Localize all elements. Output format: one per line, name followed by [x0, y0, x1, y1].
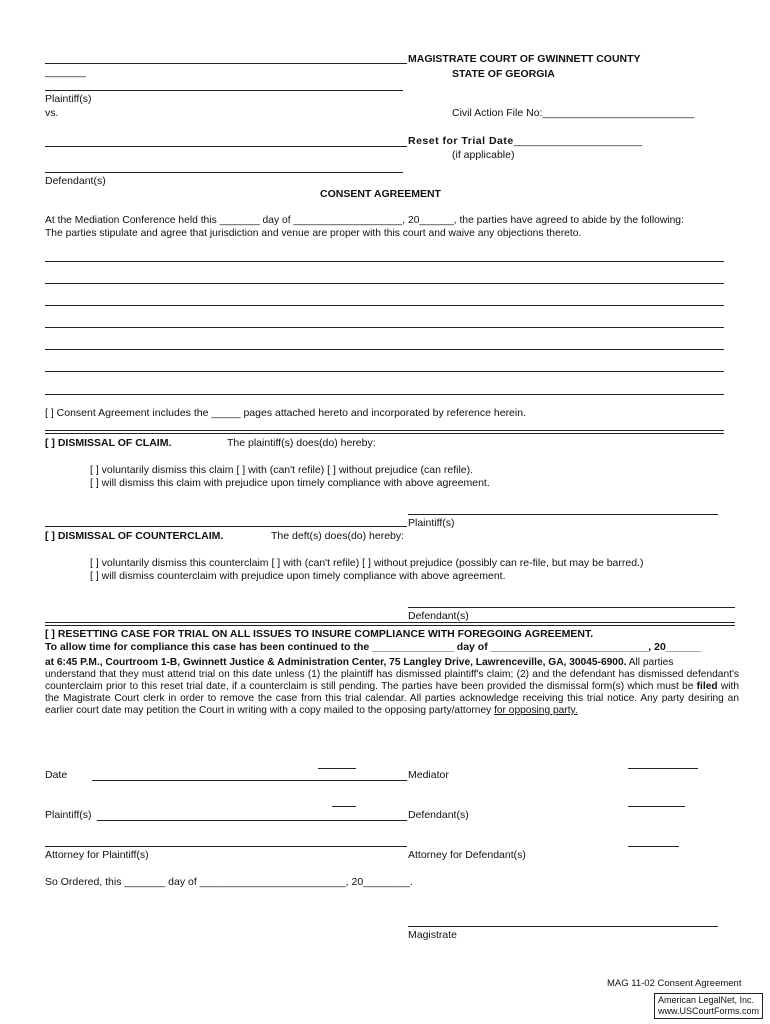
publisher-name: American LegalNet, Inc. — [658, 995, 755, 1005]
trial-notice-paragraph — [45, 669, 739, 717]
plaintiff-signature-line[interactable] — [408, 514, 718, 515]
plaintiff-line[interactable] — [45, 90, 403, 91]
vs-label: vs. — [45, 107, 59, 119]
civil-action-field[interactable]: Civil Action File No:__________________________ — [452, 107, 695, 119]
trial-location: at 6:45 P.M., Courtroom 1-B, Gwinnett Justice & Administration Center, 75 Langley Drive, Lawrenceville, GA, 30045-6900. — [45, 657, 627, 668]
dismissal-counterclaim-checkbox[interactable]: [ ] DISMISSAL OF COUNTERCLAIM. — [45, 530, 224, 542]
attorney-sign-line[interactable] — [45, 846, 407, 847]
magistrate-sign-line[interactable] — [408, 926, 718, 927]
defendant-line[interactable] — [45, 172, 403, 173]
reset-for-trial-blank: ______________________ — [513, 135, 643, 147]
intro-line-2: The parties stipulate and agree that jurisdiction and venue are proper with this court and waive any objections thereto. — [45, 228, 582, 239]
state-name: STATE OF GEORGIA — [452, 68, 555, 80]
terms-line-6[interactable] — [45, 371, 724, 372]
terms-line-3[interactable] — [45, 305, 724, 306]
mediator-top-line-a — [318, 768, 356, 769]
date-mediator-line[interactable] — [92, 780, 407, 781]
form-id: MAG 11-02 Consent Agreement — [607, 978, 742, 989]
plaintiff-top-line-a — [332, 806, 356, 807]
resetting-checkbox[interactable]: [ ] RESETTING CASE FOR TRIAL ON ALL ISSUES TO INSURE COMPLIANCE WITH FOREGOING AGREEMENT. — [45, 628, 594, 640]
dismissal-claim-text: The plaintiff(s) does(do) hereby: — [227, 437, 376, 449]
court-name: MAGISTRATE COURT OF GWINNETT COUNTY — [408, 53, 641, 65]
terms-line-5[interactable] — [45, 349, 724, 350]
trial-location-line — [45, 657, 673, 668]
attorney-plaintiff-label: Attorney for Plaintiff(s) — [45, 849, 149, 861]
terms-line-1[interactable] — [45, 261, 724, 262]
terms-line-4[interactable] — [45, 327, 724, 328]
terms-line-2[interactable] — [45, 283, 724, 284]
plaintiff-label: Plaintiff(s) — [45, 93, 92, 105]
dismissal-counterclaim-text: The deft(s) does(do) hereby: — [271, 530, 405, 542]
pages-attached-checkbox[interactable]: [ ] Consent Agreement includes the _____ pages attached hereto and incorporated by reference herein. — [45, 407, 526, 419]
defendant-label: Defendant(s) — [45, 175, 106, 187]
dismissal-claim-option-2[interactable]: [ ] will dismiss this claim with prejudice upon timely compliance with above agreement. — [90, 477, 490, 489]
mediator-top-line-b — [628, 768, 698, 769]
section-divider-reset — [45, 622, 735, 626]
defendant-signer-label: Defendant(s) — [408, 610, 469, 622]
filed-emphasis: filed — [696, 681, 718, 692]
defendant-sign-label: Defendant(s) — [408, 809, 469, 821]
magistrate-label: Magistrate — [408, 929, 458, 941]
if-applicable-note: (if applicable) — [452, 149, 515, 161]
attorney-defendant-label: Attorney for Defendant(s) — [408, 849, 526, 861]
section-divider-claim — [45, 430, 724, 434]
trial-location-rest: All parties — [626, 657, 674, 668]
defendant-signature-line[interactable] — [408, 607, 735, 608]
short-blank-text: _______ — [45, 66, 86, 78]
reset-for-trial-field[interactable] — [408, 135, 642, 147]
continued-to-field[interactable]: To allow time for compliance this case has been continued to the ______________ day of ___________________________, 20______ — [45, 641, 701, 653]
short-blank — [45, 66, 86, 78]
plaintiff-sign-label: Plaintiff(s) — [45, 809, 92, 821]
plaintiff-signer-label: Plaintiff(s) — [408, 517, 455, 529]
dismissal-claim-option-1[interactable]: [ ] voluntarily dismiss this claim [ ] with (can't refile) [ ] without prejudice (can refile). — [90, 464, 474, 476]
plaintiff-name-line[interactable] — [45, 63, 407, 64]
plaintiff-sign-line[interactable] — [97, 820, 407, 821]
trial-notice-text-c: for opposing party. — [494, 705, 578, 716]
trial-notice-text-a: understand that they must attend trial on this date unless (1) the plaintiff has dismissed plaintiff's claim; (2) and the defendant has dismissed defendant's counterclaim prior to this reset trial date, if a counterclaim is still pending. The parties have been provided the dismissal form(s) which must be — [45, 669, 739, 692]
defendant-name-line[interactable] — [45, 146, 407, 147]
dismissal-counterclaim-option-2[interactable]: [ ] will dismiss counterclaim with prejudice upon timely compliance with above agreement. — [90, 570, 506, 582]
publisher-box — [654, 993, 763, 1019]
trial-notice-text-b: with the Magistrate Court clerk in order to remove the case from this trial calendar. All parties acknowledge receiving this trial notice. Any party desiring an earlier court date may petition the Court in writing with a copy mailed to the opposing party/attorney — [45, 681, 739, 716]
dismissal-counterclaim-option-1[interactable]: [ ] voluntarily dismiss this counterclaim [ ] with (can't refile) [ ] without prejudice (possibly can re-file, but may be barred.) — [90, 557, 644, 569]
date-label: Date — [45, 769, 68, 781]
terms-line-7[interactable] — [45, 394, 724, 395]
so-ordered-field[interactable]: So Ordered, this _______ day of _________________________, 20________. — [45, 876, 413, 888]
section-divider-counterclaim — [45, 526, 407, 527]
form-title: CONSENT AGREEMENT — [320, 188, 441, 200]
attorney-top-line-b — [628, 846, 679, 847]
publisher-url[interactable]: www.USCourtForms.com — [658, 1006, 760, 1016]
reset-for-trial-label: Reset for Trial Date — [408, 135, 514, 147]
plaintiff-top-line-b — [628, 806, 685, 807]
dismissal-claim-checkbox[interactable]: [ ] DISMISSAL OF CLAIM. — [45, 437, 172, 449]
intro-line-1[interactable]: At the Mediation Conference held this _______ day of ___________________, 20______, the parties have agreed to abide by the following: — [45, 215, 684, 226]
mediator-label: Mediator — [408, 769, 449, 781]
